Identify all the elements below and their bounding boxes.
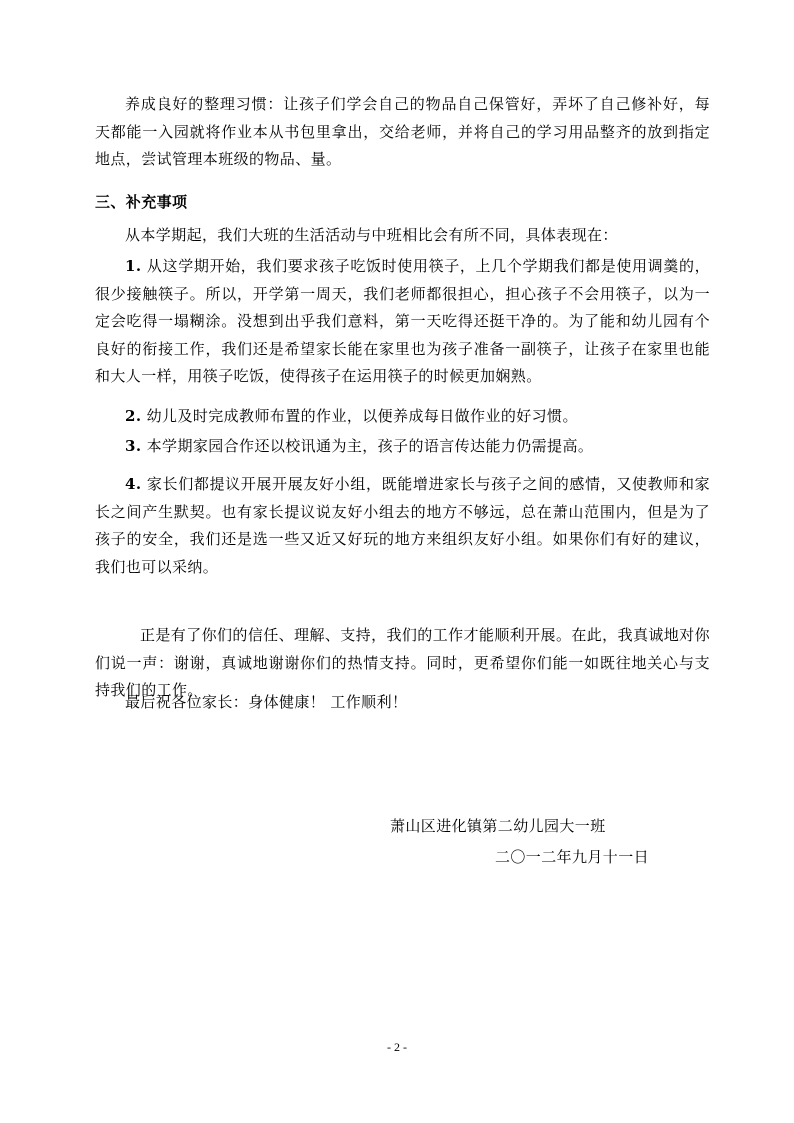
list-item-4-number: 4. [125, 475, 142, 493]
list-item-2-text: 幼儿及时完成教师布置的作业，以便养成每日做作业的好习惯。 [146, 407, 578, 425]
list-item-4 [95, 471, 710, 581]
list-item-4-text: 家长们都提议开展开展友好小组，既能增进家长与孩子之间的感情，又使教师和家长之间产生默契。也有家长提议说友好小组去的地方不够远，总在萧山范围内，但是为了孩子的安全，我们还是选一些又近又好玩的地方来组织友好小组。如果你们有好的建议，我们也可以采纳。 [95, 475, 710, 576]
page-number: - 2 - [387, 1040, 407, 1054]
section-heading [95, 189, 710, 217]
closing-text: 最后祝各位家长：身体健康！ 工作顺利！ [125, 693, 408, 711]
list-item-2-number: 2. [125, 407, 142, 425]
closing-paragraph [95, 689, 710, 717]
paragraph-habits [95, 91, 710, 174]
date-text: 二〇一二年九月十一日 [495, 848, 650, 866]
list-item-1-number: 1. [125, 257, 142, 275]
list-item-1-text: 从这学期开始，我们要求孩子吃饭时使用筷子，上几个学期我们都是使用调羹的，很少接触筷子。所以，开学第一周天，我们老师都很担心，担心孩子不会用筷子，以为一定会吃得一塌糊涂。没想到出乎我们意料，第一天吃得还挺干净的。为了能和幼儿园有个良好的衔接工作，我们还是希望家长能在家里也为孩子准备一副筷子，让孩子在家里也能和大人一样，用筷子吃饭，使得孩子在运用筷子的时候更加娴熟。 [95, 257, 710, 385]
list-item-1 [95, 253, 710, 391]
date [495, 844, 649, 871]
list-item-3-number: 3. [125, 437, 142, 455]
section-heading-text: 三、补充事项 [95, 193, 188, 211]
list-item-2 [95, 403, 710, 431]
signature-text: 萧山区进化镇第二幼儿园大一班 [390, 817, 606, 835]
intro-text: 从本学期起，我们大班的生活活动与中班相比会有所不同，具体表现在： [125, 226, 618, 244]
list-item-3-text: 本学期家园合作还以校讯通为主，孩子的语言传达能力仍需提高。 [146, 437, 594, 455]
signature [390, 813, 606, 840]
thanks-text: 正是有了你们的信任、理解、支持，我们的工作才能顺利开展。在此，我真诚地对你们说一声：谢谢，真诚地谢谢你们的热情支持。同时，更希望你们能一如既往地关心与支持我们的工作。 [95, 626, 710, 699]
intro-paragraph [95, 222, 710, 250]
paragraph-habits-text: 养成良好的整理习惯：让孩子们学会自己的物品自己保管好，弄坏了自己修补好，每天都能一入园就将作业本从书包里拿出，交给老师，并将自己的学习用品整齐的放到指定地点，尝试管理本班级的物品、量。 [95, 95, 710, 168]
list-item-3 [95, 433, 710, 461]
